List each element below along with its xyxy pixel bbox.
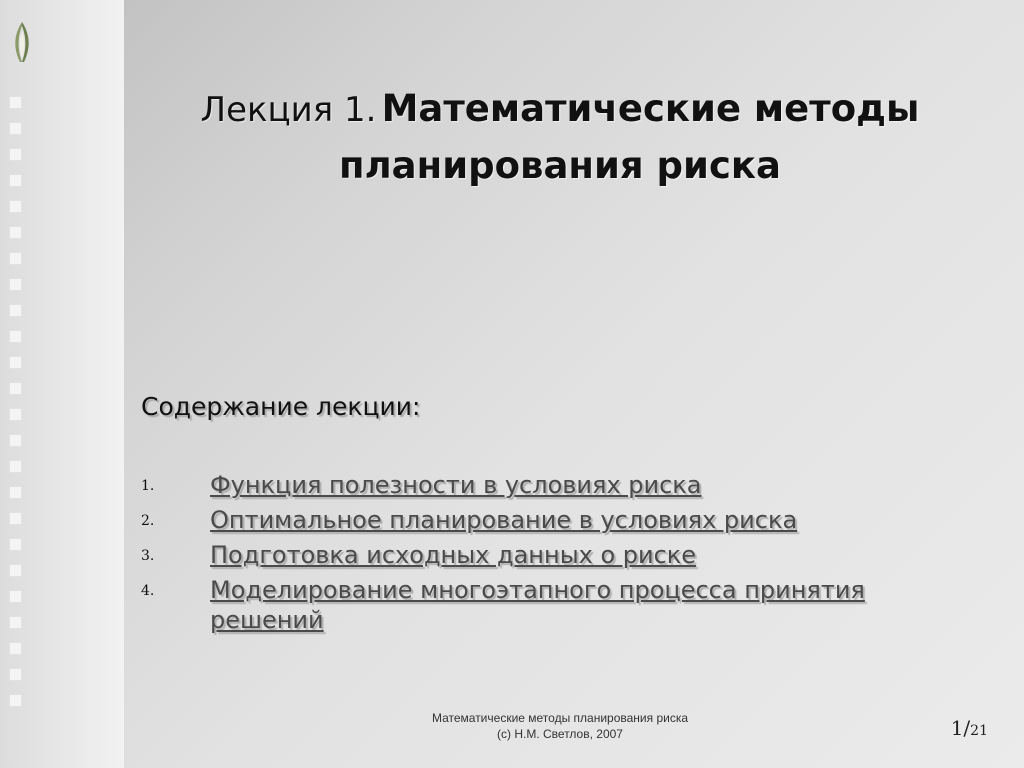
list-item [141, 575, 901, 635]
list-item-number: 4. [141, 583, 155, 599]
contents-list [141, 470, 901, 640]
page-number [951, 716, 988, 740]
list-item [141, 505, 901, 535]
toc-link-multistage-modeling[interactable]: Моделирование многоэтапного процесса принятия решений [210, 576, 865, 634]
toc-link-optimal-planning[interactable]: Оптимальное планирование в условиях риска [210, 506, 798, 534]
title-main: Математические методы планирования риска [339, 87, 920, 187]
contents-heading: Содержание лекции: [141, 392, 421, 421]
page-separator: / [963, 716, 971, 740]
footer-copyright: (с) Н.М. Светлов, 2007 [497, 727, 623, 741]
toc-link-risk-data[interactable]: Подготовка исходных данных о риске [210, 541, 697, 569]
footer-course-title: Математические методы планирования риска [431, 711, 689, 725]
decor-squares [9, 96, 29, 720]
list-item-number: 2. [141, 513, 155, 529]
page-current: 1 [950, 716, 964, 740]
slide-footer [380, 710, 740, 742]
page-total: 21 [970, 723, 988, 739]
list-item [141, 470, 901, 500]
slide-title [130, 84, 990, 198]
list-item [141, 540, 901, 570]
left-decor-strip [0, 0, 124, 768]
list-item-number: 3. [141, 548, 155, 564]
title-prefix: Лекция 1. [200, 90, 377, 130]
list-item-number: 1. [141, 478, 155, 494]
leaf-sprout-icon [10, 18, 34, 66]
toc-link-utility-function[interactable]: Функция полезности в условиях риска [210, 471, 702, 499]
